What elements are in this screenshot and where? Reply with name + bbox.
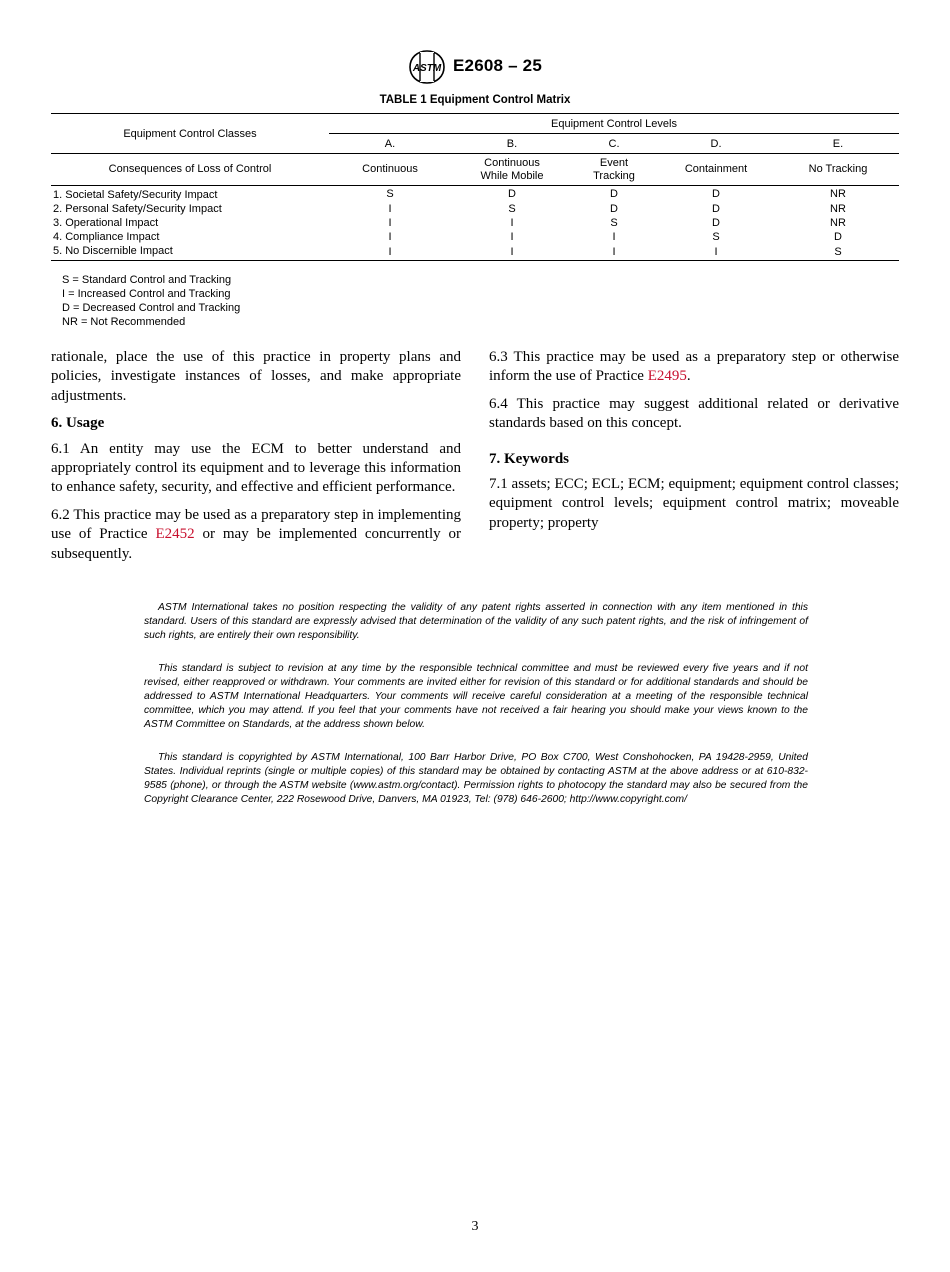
paragraph-continued: rationale, place the use of this practice in property plans and policies, investigate instances of losses, and make appropriate adjustments. [51,349,461,404]
page-header [0,50,950,86]
astm-logo [408,50,446,84]
row-label: 5. No Discernible Impact [51,244,329,261]
level-name [655,154,777,186]
paragraph-6-2 [51,506,461,564]
level-name-line: Containment [684,163,748,175]
patent-notice [144,601,808,643]
table-cell: NR [830,203,846,215]
section-6-heading: 6. Usage [51,415,105,432]
legend-item: NR = Not Recommended [62,316,186,328]
paragraph-6-3 [489,348,899,387]
table-cell: D [712,188,720,200]
table-cell: S [610,217,618,229]
table-cell: I [388,231,392,243]
level-letter: B. [451,134,573,154]
table-title: TABLE 1 Equipment Control Matrix [379,94,571,106]
level-letter: E. [777,134,899,154]
reference-link-e2495[interactable]: E2495 [647,368,687,385]
table-cell: D [712,217,720,229]
level-name [777,154,899,186]
row-label: 1. Societal Safety/Security Impact [53,189,218,201]
row-label: 4. Compliance Impact [53,231,160,243]
table-legend [62,273,240,329]
classes-header: Equipment Control Classes [51,114,329,154]
copyright-notice-text: This standard is copyrighted by ASTM International, 100 Barr Harbor Drive, PO Box C700, West Conshohocken, PA 19428-2959, United States. Individual reprints (single or multiple copies) of this standard may be obtained by contacting ASTM at the above address or at 610-832-9585 (phone), or through the ASTM website (www.astm.org/contact). Permission rights to photocopy the standard may also be secured from the Copyright Clearance Center, 222 Rosewood Drive, Danvers, MA 01923, Tel: (978) 646-2600; http://www.copyright.com/ [144,752,808,805]
table-cell: D [712,203,720,215]
table-cell: D [508,188,516,200]
equipment-control-matrix [51,113,899,261]
level-name-line: Continuous [484,156,540,169]
table-cell: D [610,188,618,200]
legend-item: I = Increased Control and Tracking [62,288,231,300]
table-cell: I [573,244,655,261]
reference-link-e2452[interactable]: E2452 [155,526,195,543]
level-name-line: While Mobile [480,169,544,182]
logo-text: ASTM [412,63,442,74]
table-cell: I [510,231,514,243]
page-number: 3 [471,1219,479,1234]
row-label: 3. Operational Impact [53,217,159,229]
body-column-left [51,348,461,572]
level-name-line: No Tracking [808,163,868,175]
revision-notice-text: This standard is subject to revision at any time by the responsible technical committee and must be reviewed every five years and if not revised, either reapproved or withdrawn. Your comments are invited either for revision of this standard or for additional standards and should be addressed to ASTM International Headquarters. Your comments will receive careful consideration at a meeting of the responsible technical committee, which you may attend. If you feel that your comments have not received a fair hearing you should make your views known to the ASTM Committee on Standards, at the address shown below. [144,663,808,730]
table-row [51,186,899,203]
revision-notice [144,662,808,732]
patent-notice-text: ASTM International takes no position respecting the validity of any patent rights asserted in connection with any item mentioned in this standard. Users of this standard are expressly advised that determination of the validity of any such patent rights, and the risk of infringement of such rights, are entirely their own responsibility. [144,602,808,641]
level-name-line: Event [599,156,629,169]
row-label: 2. Personal Safety/Security Impact [53,203,222,215]
level-name-line: Tracking [593,169,635,182]
table-cell: NR [830,188,846,200]
levels-header: Equipment Control Levels [329,114,899,134]
table-cell: I [655,244,777,261]
table-cell: I [388,217,392,229]
paragraph-6-4: 6.4 This practice may suggest additional related or derivative standards based on this concept. [489,395,899,432]
body-column-right [489,348,899,541]
level-letter: D. [655,134,777,154]
table-cell: D [834,231,842,243]
legend-item: S = Standard Control and Tracking [62,274,232,286]
section-7-heading: 7. Keywords [489,450,569,467]
matrix-body [51,186,899,261]
paragraph-6-3-text: 6.3 This practice may be used as a preparatory step or otherwise inform the use of Practice [489,349,899,385]
document-id: E2608 – 25 [453,56,542,75]
table-cell: S [386,188,394,200]
table-row [51,244,899,261]
paragraph-7-1: 7.1 assets; ECC; ECL; ECM; equipment; equipment control classes; equipment control levels; equipment control matrix; moveable property; property [489,476,899,531]
table-cell: I [388,203,392,215]
paragraph-6-3-text-end: . [686,368,691,385]
paragraph-6-2-text-end: or may be implemented concurrently or subsequently. [51,526,461,562]
table-cell: I [612,231,616,243]
table-cell: I [451,244,573,261]
level-name [573,154,655,186]
paragraph-6-2-text: 6.2 This practice may be used as a preparatory step in implementing use of Practice [51,506,461,543]
level-name [329,154,451,186]
table-cell: NR [830,217,846,229]
table-cell: S [508,203,516,215]
table-row [51,202,899,216]
table-cell: S [712,231,720,243]
table-cell: I [329,244,451,261]
consequences-header: Consequences of Loss of Control [51,154,329,186]
table-cell: D [610,203,618,215]
table-cell: I [510,217,514,229]
table-row [51,230,899,244]
level-name-line: Continuous [362,163,418,175]
table-cell: S [777,244,899,261]
paragraph-6-1: 6.1 An entity may use the ECM to better understand and appropriately control its equipment and to leverage this information to enhance safety, security, and effective and efficient performance. [51,440,461,496]
level-name [451,154,573,186]
level-letter: A. [329,134,451,154]
copyright-notice [144,751,808,807]
table-row [51,216,899,230]
legend-item: D = Decreased Control and Tracking [62,302,241,314]
level-letter: C. [573,134,655,154]
